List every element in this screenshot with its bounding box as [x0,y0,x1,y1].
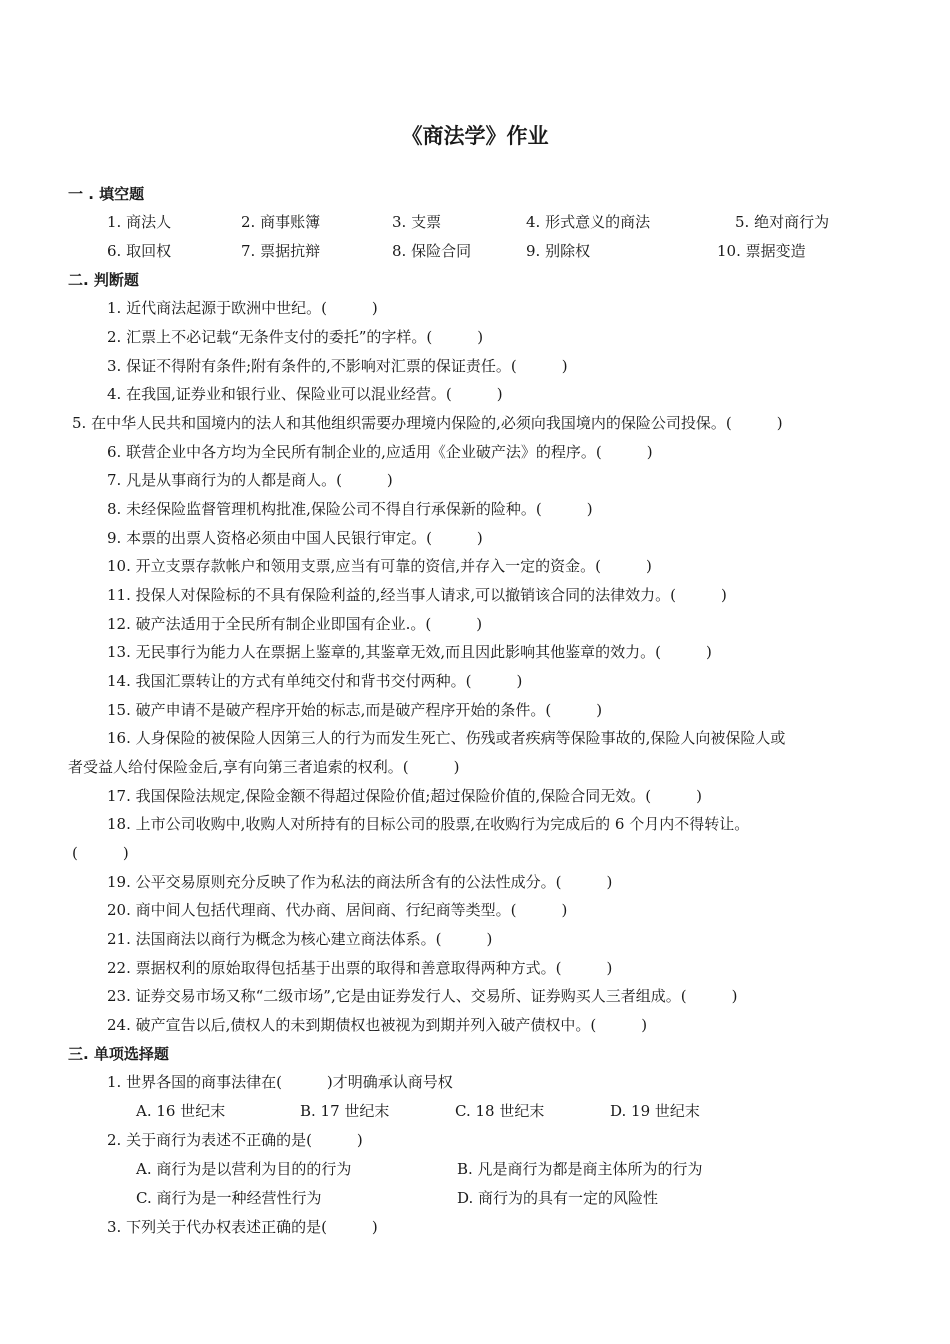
question-item: 14. 我国汇票转让的方式有单纯交付和背书交付两种。( ) [107,672,523,690]
question-item: 21. 法国商法以商行为概念为核心建立商法体系。( ) [107,930,493,948]
question-item: 19. 公平交易原则充分反映了作为私法的商法所含有的公法性成分。( ) [107,873,613,891]
option-b: B. 17 世纪末 [300,1102,390,1120]
question-item: 3. 保证不得附有条件;附有条件的,不影响对汇票的保证责任。( ) [107,357,568,375]
option-d: D. 商行为的具有一定的风险性 [457,1189,659,1207]
section-heading-true-false: 二. 判断题 [68,271,139,289]
question-item: 9. 本票的出票人资格必须由中国人民银行审定。( ) [107,529,483,547]
option-row [0,1155,950,1184]
section-heading-fill-blank: 一 . 填空题 [68,185,145,203]
fill-blank-row [0,237,950,266]
question-item-continuation: 者受益人给付保险金后,享有向第三者追索的权利。( ) [68,758,460,776]
question-item: 10. 开立支票存款帐户和领用支票,应当有可靠的资信,并存入一定的资金。( ) [107,557,652,575]
fill-blank-item: 7. 票据抗辩 [241,242,321,260]
question-item-continuation: ( ) [72,844,129,862]
fill-blank-item: 10. 票据变造 [717,242,806,260]
question-item: 13. 无民事行为能力人在票据上鉴章的,其鉴章无效,而且因此影响其他鉴章的效力。( ) [107,643,712,661]
question-item: 23. 证券交易市场又称“二级市场”,它是由证券发行人、交易所、证券购买人三者组成。( ) [107,987,738,1005]
question-item: 7. 凡是从事商行为的人都是商人。( ) [107,471,393,489]
page-title: 《商法学》作业 [401,124,549,148]
question-item: 1. 世界各国的商事法律在( )才明确承认商号权 [107,1073,453,1091]
option-a: A. 16 世纪末 [136,1102,226,1120]
question-item: 17. 我国保险法规定,保险金额不得超过保险价值;超过保险价值的,保险合同无效。( ) [107,787,702,805]
option-a: A. 商行为是以营利为目的的行为 [136,1160,352,1178]
question-item: 16. 人身保险的被保险人因第三人的行为而发生死亡、伤残或者疾病等保险事故的,保险人向被保险人或 [107,729,786,747]
option-c: C. 18 世纪末 [455,1102,545,1120]
question-item: 12. 破产法适用于全民所有制企业即国有企业.。( ) [107,615,483,633]
question-item: 20. 商中间人包括代理商、代办商、居间商、行纪商等类型。( ) [107,901,568,919]
question-item: 2. 关于商行为表述不正确的是( ) [107,1131,363,1149]
fill-blank-item: 1. 商法人 [107,213,172,231]
question-item: 5. 在中华人民共和国境内的法人和其他组织需要办理境内保险的,必须向我国境内的保险公司投保。( ) [72,414,783,432]
fill-blank-item: 6. 取回权 [107,242,172,260]
section-heading-single-choice: 三. 单项选择题 [68,1045,169,1063]
question-item: 15. 破产申请不是破产程序开始的标志,而是破产程序开始的条件。( ) [107,701,603,719]
option-d: D. 19 世纪末 [610,1102,700,1120]
question-item: 22. 票据权利的原始取得包括基于出票的取得和善意取得两种方式。( ) [107,959,613,977]
fill-blank-item: 8. 保险合同 [392,242,472,260]
option-c: C. 商行为是一种经营性行为 [136,1189,322,1207]
option-b: B. 凡是商行为都是商主体所为的行为 [457,1160,703,1178]
question-item: 1. 近代商法起源于欧洲中世纪。( ) [107,299,378,317]
fill-blank-item: 4. 形式意义的商法 [526,213,651,231]
fill-blank-item: 2. 商事账簿 [241,213,321,231]
fill-blank-item: 9. 别除权 [526,242,591,260]
option-row [0,1184,950,1213]
fill-blank-item: 3. 支票 [392,213,442,231]
question-item: 3. 下列关于代办权表述正确的是( ) [107,1218,378,1236]
fill-blank-row [0,208,950,237]
question-item: 4. 在我国,证券业和银行业、保险业可以混业经营。( ) [107,385,503,403]
question-item: 8. 未经保险监督管理机构批准,保险公司不得自行承保新的险种。( ) [107,500,593,518]
question-item: 11. 投保人对保险标的不具有保险利益的,经当事人请求,可以撤销该合同的法律效力。( ) [107,586,727,604]
option-row [0,1097,950,1126]
question-item: 2. 汇票上不必记载“无条件支付的委托”的字样。( ) [107,328,484,346]
fill-blank-item: 5. 绝对商行为 [735,213,830,231]
question-item: 6. 联营企业中各方均为全民所有制企业的,应适用《企业破产法》的程序。( ) [107,443,653,461]
question-item: 24. 破产宣告以后,债权人的未到期债权也被视为到期并列入破产债权中。( ) [107,1016,648,1034]
question-item: 18. 上市公司收购中,收购人对所持有的目标公司的股票,在收购行为完成后的 6 个月内不得转让。 [107,815,750,833]
